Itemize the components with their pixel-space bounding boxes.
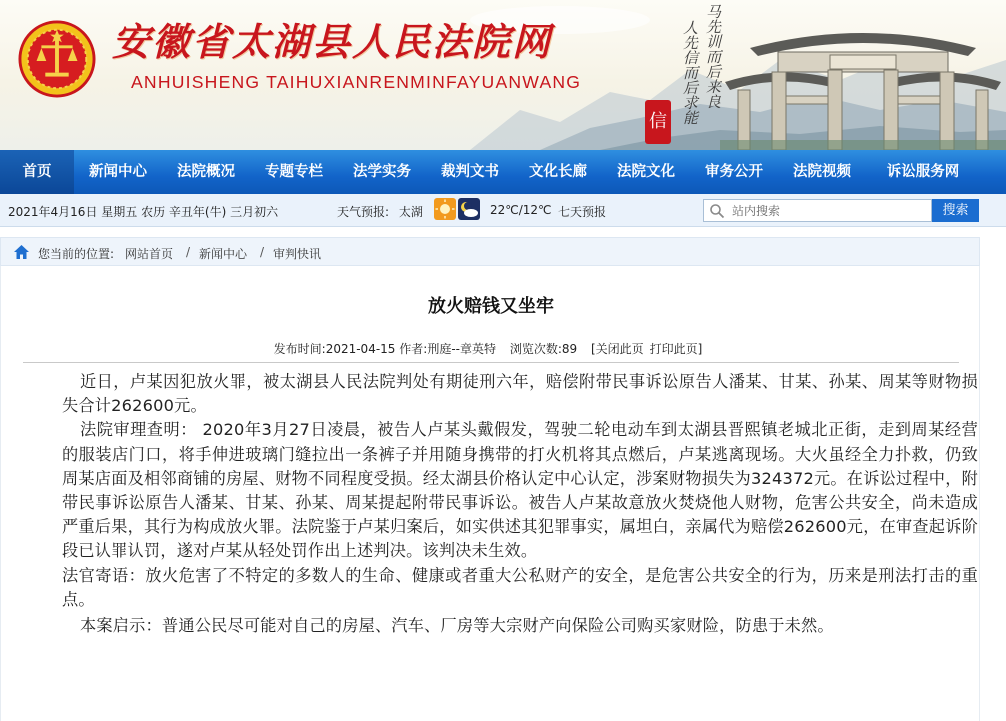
weather-title: 天气预报: [337,205,390,219]
nav-item-court-video[interactable]: 法院视频 [793,164,851,180]
article-body [62,370,978,638]
breadcrumb-separator: / [260,245,265,259]
nav-item-judgments[interactable]: 裁判文书 [441,164,499,180]
article-paragraph: 法院审理查明： 2020年3月27日凌晨，被告人卢某头戴假发，驾驶二轮电动车到太湖县晋熙镇老城北正街，走到周某经营的服装店门口，将手伸进玻璃门缝拉出一条裤子并用随身携带的打火机将其点燃后，卢某逃离现场。大火虽经全力扑救，仍致周某店面及相邻商铺的房屋、财物不同程度受损。经太湖县价格认定中心认定，涉案财物损失为324372元。在诉讼过程中，附带民事诉讼原告人潘某、甘某、孙某、周某提起附带民事诉讼。被告人卢某故意放火焚烧他人财物，危害公共安全，尚未造成严重后果，其行为构成放火罪。法院鉴于卢某归案后，如实供述其犯罪事实，属坦白，亲属代为赔偿262600元，在审查起诉阶段已认罪认罚，遂对卢某从轻处罚作出上述判决。该判决未生效。 [62,420,978,561]
main-navigation [0,150,1006,194]
close-page-link[interactable]: [关闭此页 [590,342,644,356]
print-page-link[interactable]: 打印此页] [649,342,703,356]
publish-label: 发布时间: [273,342,326,356]
nav-item-trial-disclosure[interactable]: 审务公开 [705,164,763,180]
article [0,266,980,721]
current-date: 2021年4月16日 星期五 农历 辛丑年(牛) 三月初六 [8,205,279,219]
site-search-input[interactable] [703,199,932,222]
weather-city: 太湖 [398,205,423,219]
search-icon [709,203,725,219]
breadcrumb-separator: / [186,245,191,259]
article-paragraph: 近日，卢某因犯放火罪，被太湖县人民法院判处有期徒刑六年，赔偿附带民事诉讼原告人潘某、甘某、孙某、周某等财物损失合计262600元。 [62,372,978,416]
archway-gate-image [720,0,1006,150]
site-title: 安徽省太湖县人民法院网 [112,19,553,64]
calligraphy-verse-right: 马先训而后来良 [704,4,722,109]
breadcrumb-trial-news[interactable]: 审判快讯 [273,247,322,261]
weather-label [337,203,423,220]
nav-item-court-overview[interactable]: 法院概况 [177,164,235,180]
nav-item-home[interactable]: 首页 [0,150,74,194]
article-title: 放火赔钱又坐牢 [428,296,554,317]
home-icon [13,244,30,260]
nav-item-news-center[interactable]: 新闻中心 [89,164,147,180]
sunny-icon [434,198,456,220]
calligraphy-verse-left: 人先信而后求能 [681,20,699,125]
nav-item-culture-gallery[interactable]: 文化长廊 [529,164,587,180]
nav-item-legal-practice[interactable]: 法学实务 [353,164,411,180]
nav-item-special-column[interactable]: 专题专栏 [265,164,323,180]
temperature: 22℃/12℃ [490,203,552,217]
author-label: 作者: [399,342,428,356]
author-name: 刑庭--章英特 [427,342,496,356]
search-button[interactable]: 搜索 [932,199,979,222]
article-paragraph: 本案启示：普通公民尽可能对自己的房屋、汽车、厂房等大宗财产向保险公司购买家财险，防患于未然。 [80,616,834,636]
views-count: 89 [561,342,578,356]
night-cloudy-icon [458,198,480,220]
article-meta [1,340,981,357]
article-paragraph: 法官寄语：放火危害了不特定的多数人的生命、健康或者重大公私财产的安全，是危害公共安全的行为，历来是刑法打击的重点。 [62,565,978,609]
publish-date: 2021-04-15 [325,342,396,356]
site-subtitle: ANHUISHENG TAIHUXIANRENMINFAYUANWANG [131,72,582,92]
breadcrumb-label: 您当前的位置: [38,247,115,261]
court-emblem-logo [18,20,96,98]
breadcrumb-news-center[interactable]: 新闻中心 [199,247,248,261]
info-bar [0,194,1006,227]
nav-item-litigation-service[interactable]: 诉讼服务网 [886,164,960,180]
views-label: 浏览次数: [509,342,562,356]
breadcrumb [0,237,980,266]
red-seal-stamp: 信 [645,100,671,144]
breadcrumb-home[interactable]: 网站首页 [125,247,174,261]
title-divider [23,362,959,363]
seven-day-forecast-link[interactable]: 七天预报 [558,205,607,219]
nav-item-court-culture[interactable]: 法院文化 [617,164,675,180]
header-banner [0,0,1006,150]
